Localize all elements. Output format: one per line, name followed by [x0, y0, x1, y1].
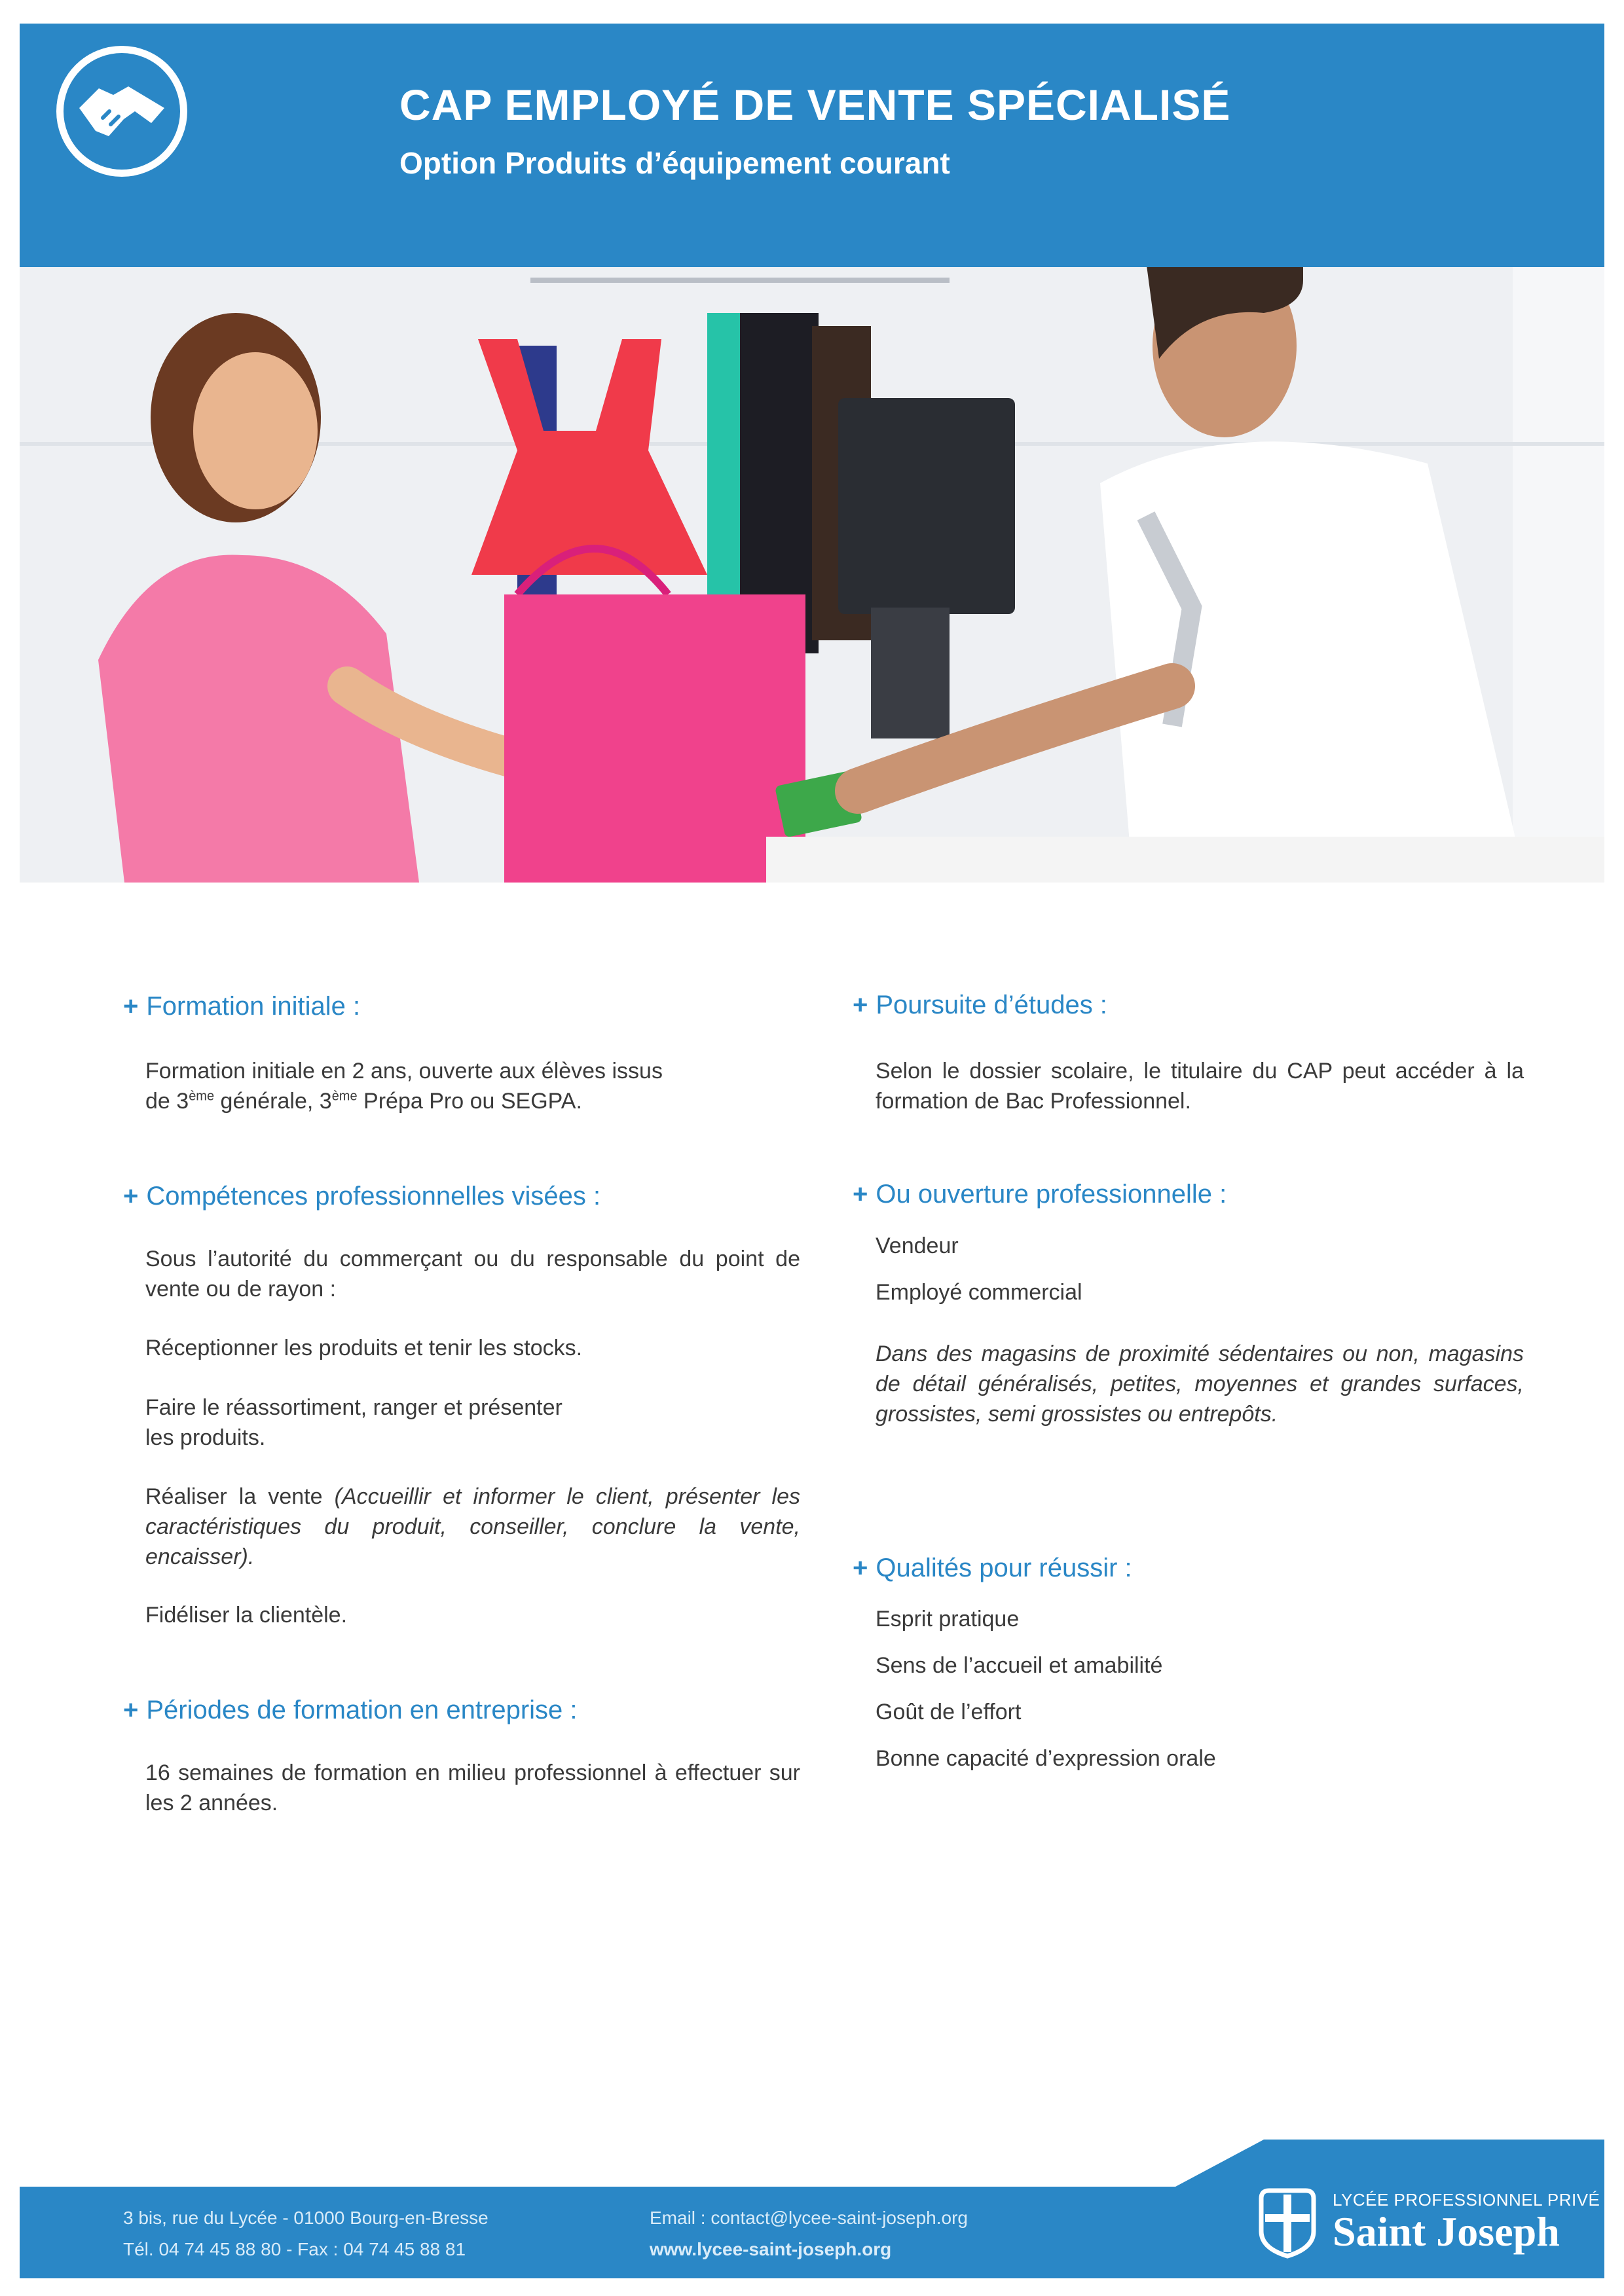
handshake-icon — [56, 46, 187, 177]
competences-item-2-line-2: les produits. — [145, 1425, 266, 1450]
qualites-item-4: Bonne capacité d’expression orale — [876, 1746, 1216, 1771]
footer-website[interactable]: www.lycee-saint-joseph.org — [650, 2239, 892, 2259]
competences-item-3-main: Réaliser la vente — [145, 1484, 335, 1509]
section-title-poursuite — [853, 991, 1107, 1020]
plus-icon: + — [853, 991, 868, 1019]
school-cross-logo-icon — [1256, 2185, 1319, 2259]
section-title-periodes-text: Périodes de formation en entreprise : — [146, 1696, 578, 1724]
plus-icon: + — [123, 1182, 139, 1211]
plus-icon: + — [853, 1554, 868, 1582]
formation-sup-2: ème — [331, 1089, 358, 1104]
section-title-ouverture — [853, 1180, 1227, 1209]
ouverture-details: Dans des magasins de proximité sédentaires ou non, magasins de détail généralisés, petites, moyennes et grandes surfaces, grossistes, semi grossistes ou entrepôts. — [876, 1341, 1524, 1427]
plus-icon: + — [123, 1696, 139, 1724]
formation-line-2a: de 3 — [145, 1089, 189, 1114]
section-title-periodes — [123, 1696, 578, 1725]
handshake-icon-svg — [73, 72, 171, 151]
section-title-ouverture-text: Ou ouverture professionnelle : — [876, 1180, 1227, 1209]
section-title-formation — [123, 992, 360, 1021]
formation-line-2c: générale, 3 — [214, 1089, 332, 1114]
ouverture-item-2: Employé commercial — [876, 1280, 1082, 1305]
formation-sup-1: ème — [189, 1089, 215, 1104]
section-title-competences — [123, 1182, 600, 1211]
formation-line-2 — [145, 1086, 800, 1116]
section-title-poursuite-text: Poursuite d’études : — [876, 991, 1107, 1019]
qualites-item-1: Esprit pratique — [876, 1607, 1020, 1631]
section-title-qualites-text: Qualités pour réussir : — [876, 1554, 1132, 1582]
school-name: Saint Joseph — [1333, 2208, 1560, 2255]
competences-item-3 — [145, 1482, 800, 1572]
hero-illustration — [20, 267, 1604, 883]
competences-intro: Sous l’autorité du commerçant ou du responsable du point de vente ou de rayon : — [145, 1247, 800, 1302]
section-title-formation-text: Formation initiale : — [146, 992, 361, 1021]
footer-email[interactable]: Email : contact@lycee-saint-joseph.org — [650, 2208, 968, 2228]
formation-line-1: Formation initiale en 2 ans, ouverte aux élèves issus — [145, 1059, 663, 1084]
footer-tab — [1166, 2140, 1604, 2192]
section-title-qualites — [853, 1554, 1132, 1583]
hero-photo — [20, 267, 1604, 883]
formation-line-2e: Prépa Pro ou SEGPA. — [357, 1089, 582, 1114]
section-title-competences-text: Compétences professionnelles visées : — [146, 1182, 601, 1211]
page-title: CAP EMPLOYÉ DE VENTE SPÉCIALISÉ — [399, 81, 1231, 129]
competences-item-2 — [145, 1393, 800, 1453]
competences-item-4: Fidéliser la clientèle. — [145, 1603, 348, 1628]
plus-icon: + — [123, 992, 139, 1021]
footer-phone: Tél. 04 74 45 88 80 - Fax : 04 74 45 88 81 — [123, 2239, 466, 2259]
page-subtitle: Option Produits d’équipement courant — [399, 146, 950, 180]
plus-icon: + — [853, 1180, 868, 1209]
competences-item-1: Réceptionner les produits et tenir les stocks. — [145, 1336, 583, 1360]
competences-item-3-detail: (Accueillir et informer le client, présenter les caractéristiques du produit, conseiller, conclure la vente, encaisser). — [145, 1484, 801, 1569]
qualites-item-2: Sens de l’accueil et amabilité — [876, 1653, 1163, 1678]
school-type-label: LYCÉE PROFESSIONNEL PRIVÉ — [1333, 2190, 1600, 2210]
formation-text — [145, 1056, 800, 1116]
competences-item-2-line-1: Faire le réassortiment, ranger et présenter — [145, 1395, 563, 1420]
poursuite-text: Selon le dossier scolaire, le titulaire du CAP peut accéder à la formation de Bac Professionnel. — [876, 1059, 1524, 1114]
footer-address: 3 bis, rue du Lycée - 01000 Bourg-en-Bresse — [123, 2208, 489, 2228]
periodes-text: 16 semaines de formation en milieu professionnel à effectuer sur les 2 années. — [145, 1760, 800, 1815]
ouverture-item-1: Vendeur — [876, 1233, 959, 1258]
qualites-item-3: Goût de l’effort — [876, 1700, 1022, 1724]
